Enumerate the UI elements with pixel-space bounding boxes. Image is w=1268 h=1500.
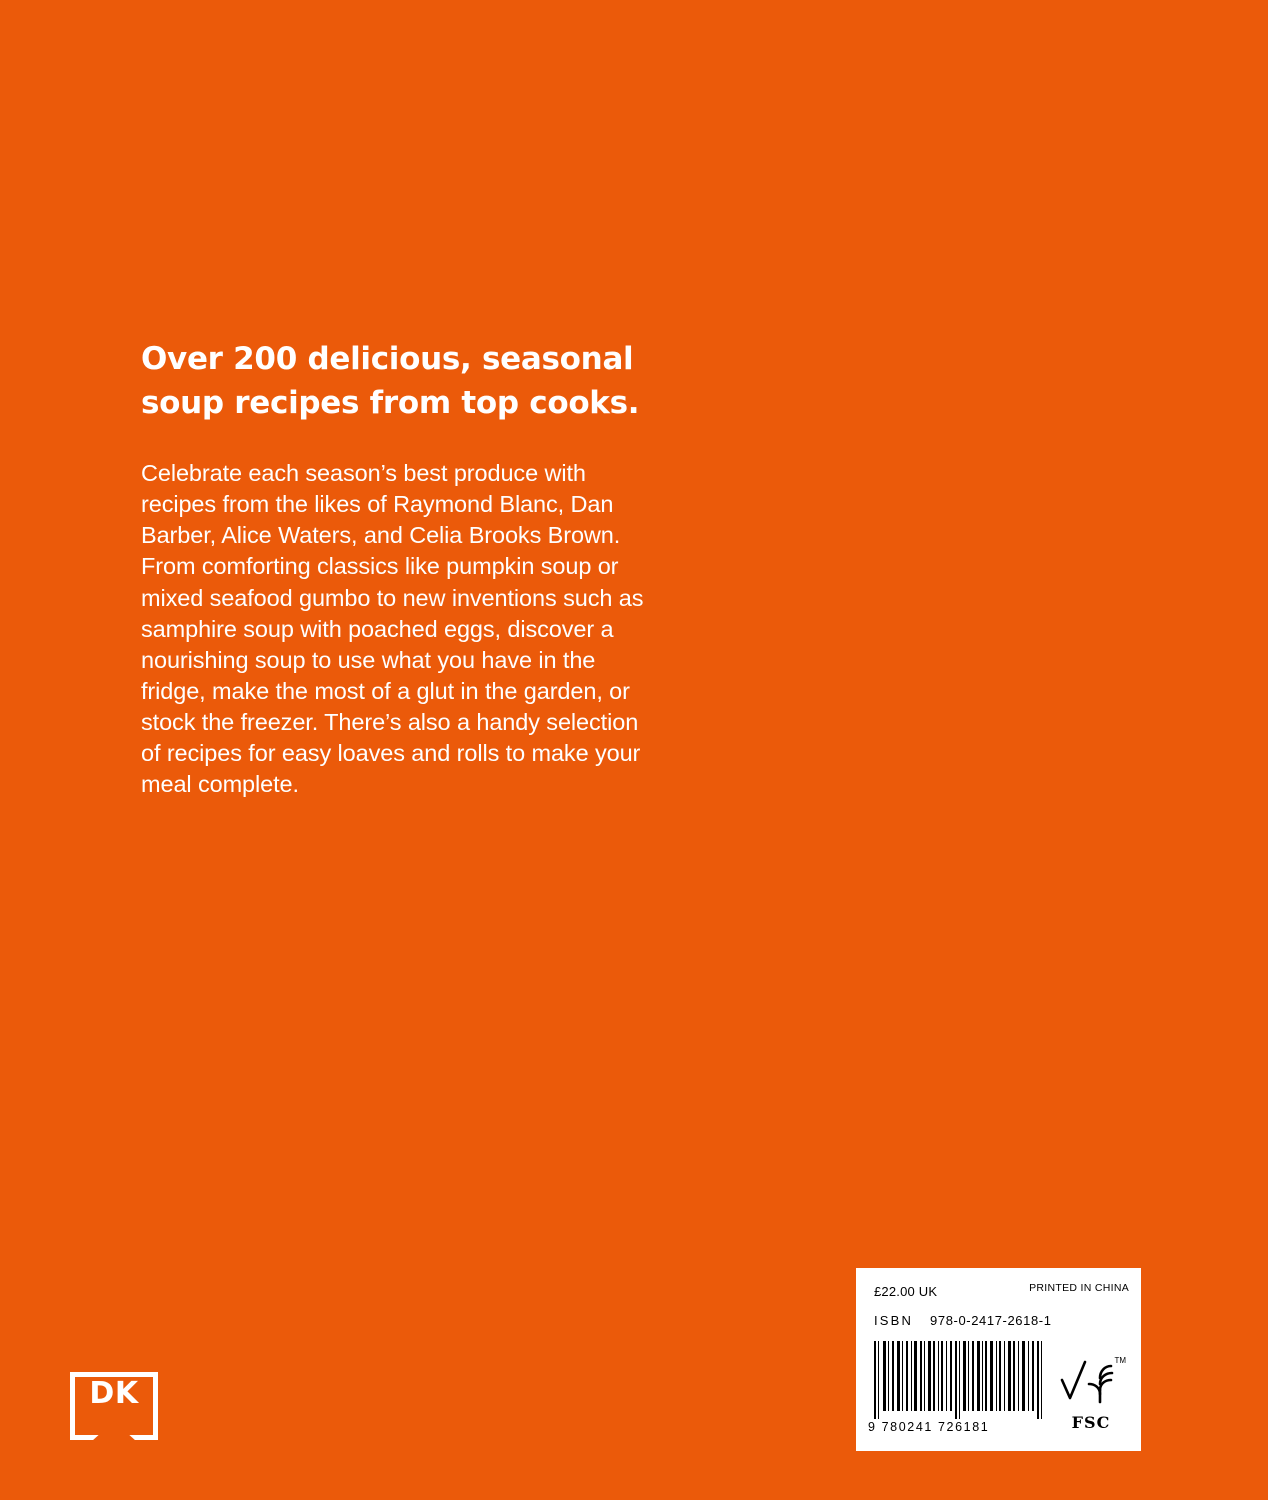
fsc-trademark: TM: [1114, 1356, 1126, 1365]
ean13-barcode: [872, 1341, 1044, 1419]
fsc-label: FSC: [1071, 1413, 1111, 1432]
price-label: £22.00 UK: [874, 1284, 938, 1299]
dk-logo-text: DK: [89, 1376, 139, 1411]
barcode-panel: [856, 1268, 1141, 1451]
barcode-digits: 9 780241 726181: [868, 1420, 990, 1434]
dk-publisher-logo: [70, 1372, 158, 1440]
printed-in-label: PRINTED IN CHINA: [1029, 1282, 1129, 1294]
cover-headline: Over 200 delicious, seasonal soup recipes from top cooks.: [141, 341, 640, 422]
isbn-number: 978-0-2417-2618-1: [930, 1313, 1052, 1328]
dk-logo-notch: [92, 1421, 136, 1441]
fsc-logo: [1054, 1354, 1128, 1432]
isbn-line: [874, 1313, 1052, 1328]
isbn-label: ISBN: [874, 1313, 914, 1328]
cover-blurb: Celebrate each season’s best produce with recipes from the likes of Raymond Blanc, Dan Barber, Alice Waters, and Celia Brooks Brown. From comforting classics like pumpkin soup or mixed seafood gumbo to new inventions such as samphire soup with poached eggs, discover a nourishing soup to use what you have in the fridge, make the most of a glut in the garden, or stock the freezer. There’s also a handy selection of recipes for easy loaves and rolls to make your meal complete.: [141, 460, 644, 798]
